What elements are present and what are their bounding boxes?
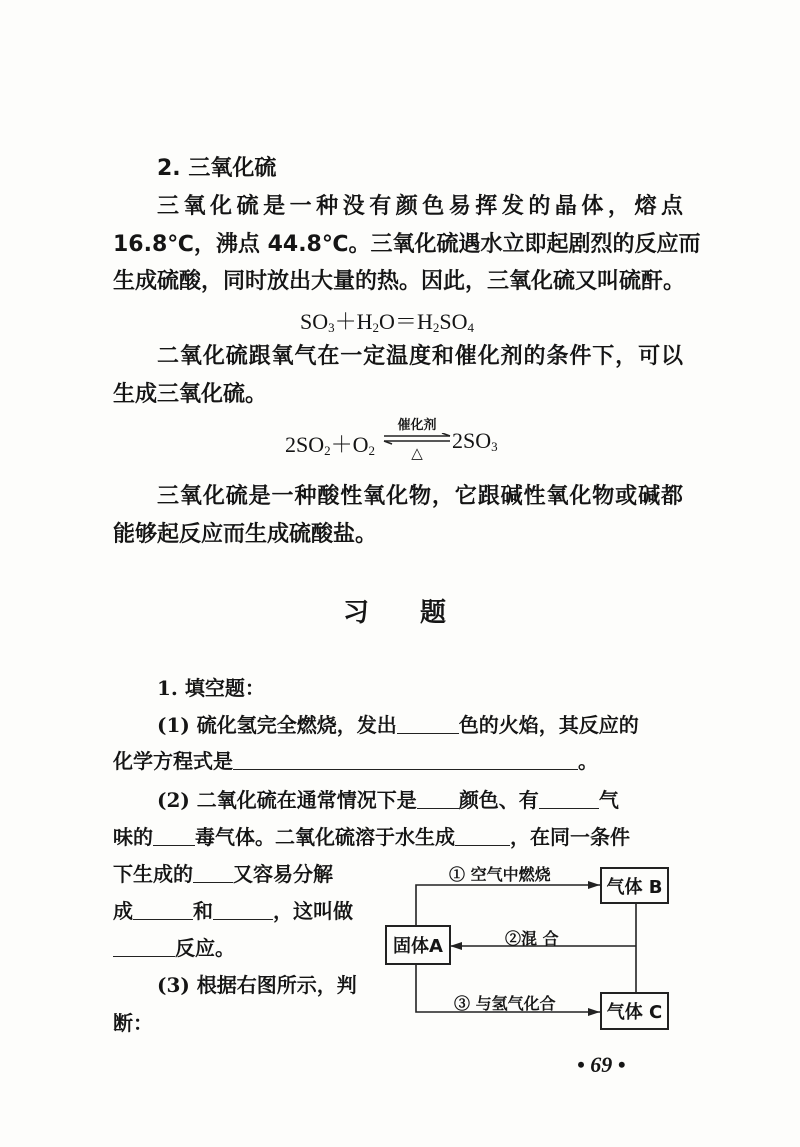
paragraph-line: 三氧化硫是一种酸性氧化物，它跟碱性氧化物或碱都 xyxy=(157,484,683,509)
exercises-title-left: 习 xyxy=(343,598,370,628)
equation-so2-oxidation: $2SO_2+O_2$ xyxy=(285,432,376,458)
question-line: (3) 根据右图所示，判 xyxy=(157,973,357,997)
arrow-label-burn: ① 空气中燃烧 xyxy=(449,865,551,884)
paragraph-line: 能够起反应而生成硫酸盐。 xyxy=(113,522,378,547)
paragraph-line: 生成硫酸，同时放出大量的热。因此，三氧化硫又叫硫酐。 xyxy=(113,269,686,294)
node-solid-a: 固体A xyxy=(385,925,451,965)
question-line: 化学方程式是 。 xyxy=(113,749,598,773)
equation-so3-water: $SO_3+H_2O=H_2SO_4$ xyxy=(300,309,474,335)
condition-catalyst: 催化剂 xyxy=(397,418,437,433)
question-line: 下生成的 又容易分解 xyxy=(113,862,333,886)
question-heading: 1. 填空题： xyxy=(157,676,265,700)
question-line: 断： xyxy=(113,1011,153,1035)
paragraph-line: 二氧化硫跟氧气在一定温度和催化剂的条件下，可以 xyxy=(157,344,683,369)
section-heading: 2. 三氧化硫 xyxy=(157,156,277,181)
paragraph-line: 三氧化硫是一种没有颜色易挥发的晶体，熔点 xyxy=(157,194,683,219)
exercises-title-right: 题 xyxy=(420,598,447,628)
arrow-label-hydrogen: ③ 与氢气化合 xyxy=(454,994,556,1013)
arrow-label-mix: ②混 合 xyxy=(505,929,559,948)
question-line: (2) 二氧化硫在通常情况下是 颜色、有 气 xyxy=(157,788,619,812)
question-line: 味的 毒气体。二氧化硫溶于水生成 ，在同一条件 xyxy=(113,825,630,849)
paragraph-line: 生成三氧化硫。 xyxy=(113,382,268,407)
question-line: (1) 硫化氢完全燃烧，发出 色的火焰，其反应的 xyxy=(157,713,639,737)
page-number: • 69 • xyxy=(577,1052,626,1077)
node-gas-c: 气体 C xyxy=(600,992,669,1030)
equation-product: $2SO_3$ xyxy=(452,428,498,454)
node-gas-b: 气体 B xyxy=(600,867,669,904)
condition-heat: △ xyxy=(411,444,423,462)
question-line: 成 和 ，这叫做 xyxy=(113,899,353,923)
question-line: 反应。 xyxy=(113,935,235,961)
paragraph-line: 16.8℃，沸点 44.8℃。三氧化硫遇水立即起剧烈的反应而 xyxy=(113,232,701,257)
